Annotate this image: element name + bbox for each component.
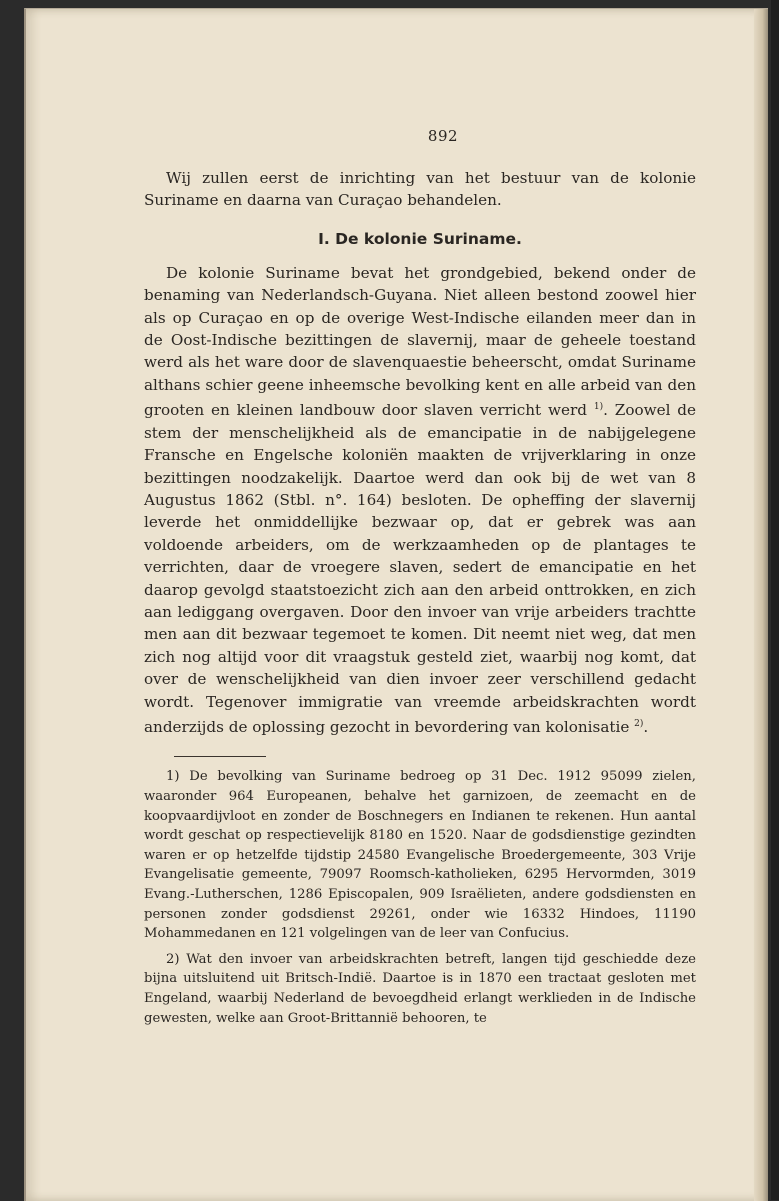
footnote-1 [144,767,696,943]
footnote-divider [174,756,266,757]
paragraph-part-3: . [643,718,649,737]
scan-border [771,0,779,1200]
intro-paragraph: Wij zullen eerst de inrichting van het bestuur van de kolonie Suriname en daarna van Curaçao behandelen. [144,169,696,210]
footnote-ref-2[interactable]: 2) [634,719,644,729]
paragraph-part-1: De kolonie Suriname bevat het grondgebied, bekend onder de benaming van Nederlandsch-Guyana. Niet alleen bestond zoowel hier als op Curaçao en op de overige West-Indische eilanden meer dan in de Oost-Indische bezittingen de slavernij, maar de geheele toestand werd als het ware door de slavenquaestie beheerscht, omdat Suriname althans schier geene inheemsche bevolking kent en alle arbeid van den grooten en kleinen landbouw door slaven verricht werd [144,263,696,420]
page-number: 892 [427,127,459,145]
section-number: I. [318,229,330,248]
paragraph-part-2: . Zoowel de stem der menschelijkheid als de emancipatie in de nabijgelegene Fransche en Engelsche koloniën maakten de vrijverklaring in onze bezittingen noodzakelijk. Daartoe werd dan ook bij de wet van 8 Augustus 1862 (Stbl. n°. 164) besloten. De opheffing der slavernij leverde het onmiddellijke bezwaar op, dat er gebrek was aan voldoende arbeiders, om de werkzaamheden op de plantages te verrichten, daar de vroegere slaven, sedert de emancipatie en het daarop gevolgd staatstoezicht zich aan den arbeid onttrokken, en zich aan lediggang overgaven. Door den invoer van vrije arbeiders trachtte men aan dit bezwaar tegemoet te komen. Dit neemt niet weg, dat men zich nog altijd voor dit vraagstuk gesteld ziet, waarbij nog komt, dat over de wenschelijkheid van dien invoer zeer verschillend gedacht wordt. Tegenover immigratie van vreemde arbeidskrachten wordt anderzijds de oplossing gezocht in bevordering van kolonisatie [144,401,697,737]
footnote-marker: 1) [166,769,180,785]
footnote-2 [144,950,696,1028]
footnote-text: Wat den invoer van arbeidskrachten betreft, langen tijd geschiedde deze bijna uitsluitend uit Britsch-Indië. Daartoe is in 1870 een tractaat gesloten met Engeland, waarbij Nederland de bevoegdheid erlangt werklieden in de Indische gewesten, welke aan Groot-Brittannië behooren, te [144,951,696,1026]
footnote-marker: 2) [166,951,180,967]
section-title: De kolonie Suriname. [335,229,522,248]
book-page [24,8,768,1201]
page-edge-shadow [754,9,768,1201]
section-heading [144,230,696,248]
footnote-ref-1[interactable]: 1) [593,402,604,413]
footnote-text: De bevolking van Suriname bedroeg op 31 Dec. 1912 95099 zielen, waaronder 964 Europeanen, behalve het garnizoen, de zeemacht en de koopvaardijvloot en zonder de Boschnegers en Indianen te rekenen. Hun aantal wordt geschat op respectievelijk 8180 en 1520. Naar de godsdienstige gezindten waren er op hetzelfde tijdstip 24580 Evangelische Broedergemeente, 303 Vrije Evangelisatie gemeente, 79097 Roomsch-katholieken, 6295 Hervormden, 3019 Evang.-Lutherschen, 1286 Episcopalen, 909 Israëlieten, andere godsdiensten en personen zonder godsdienst 29261, onder wie 16332 Hindoes, 11190 Mohammedanen en 121 volgelingen van de leer van Confucius. [144,769,696,942]
main-paragraph [144,262,696,739]
page-content [144,127,696,1034]
